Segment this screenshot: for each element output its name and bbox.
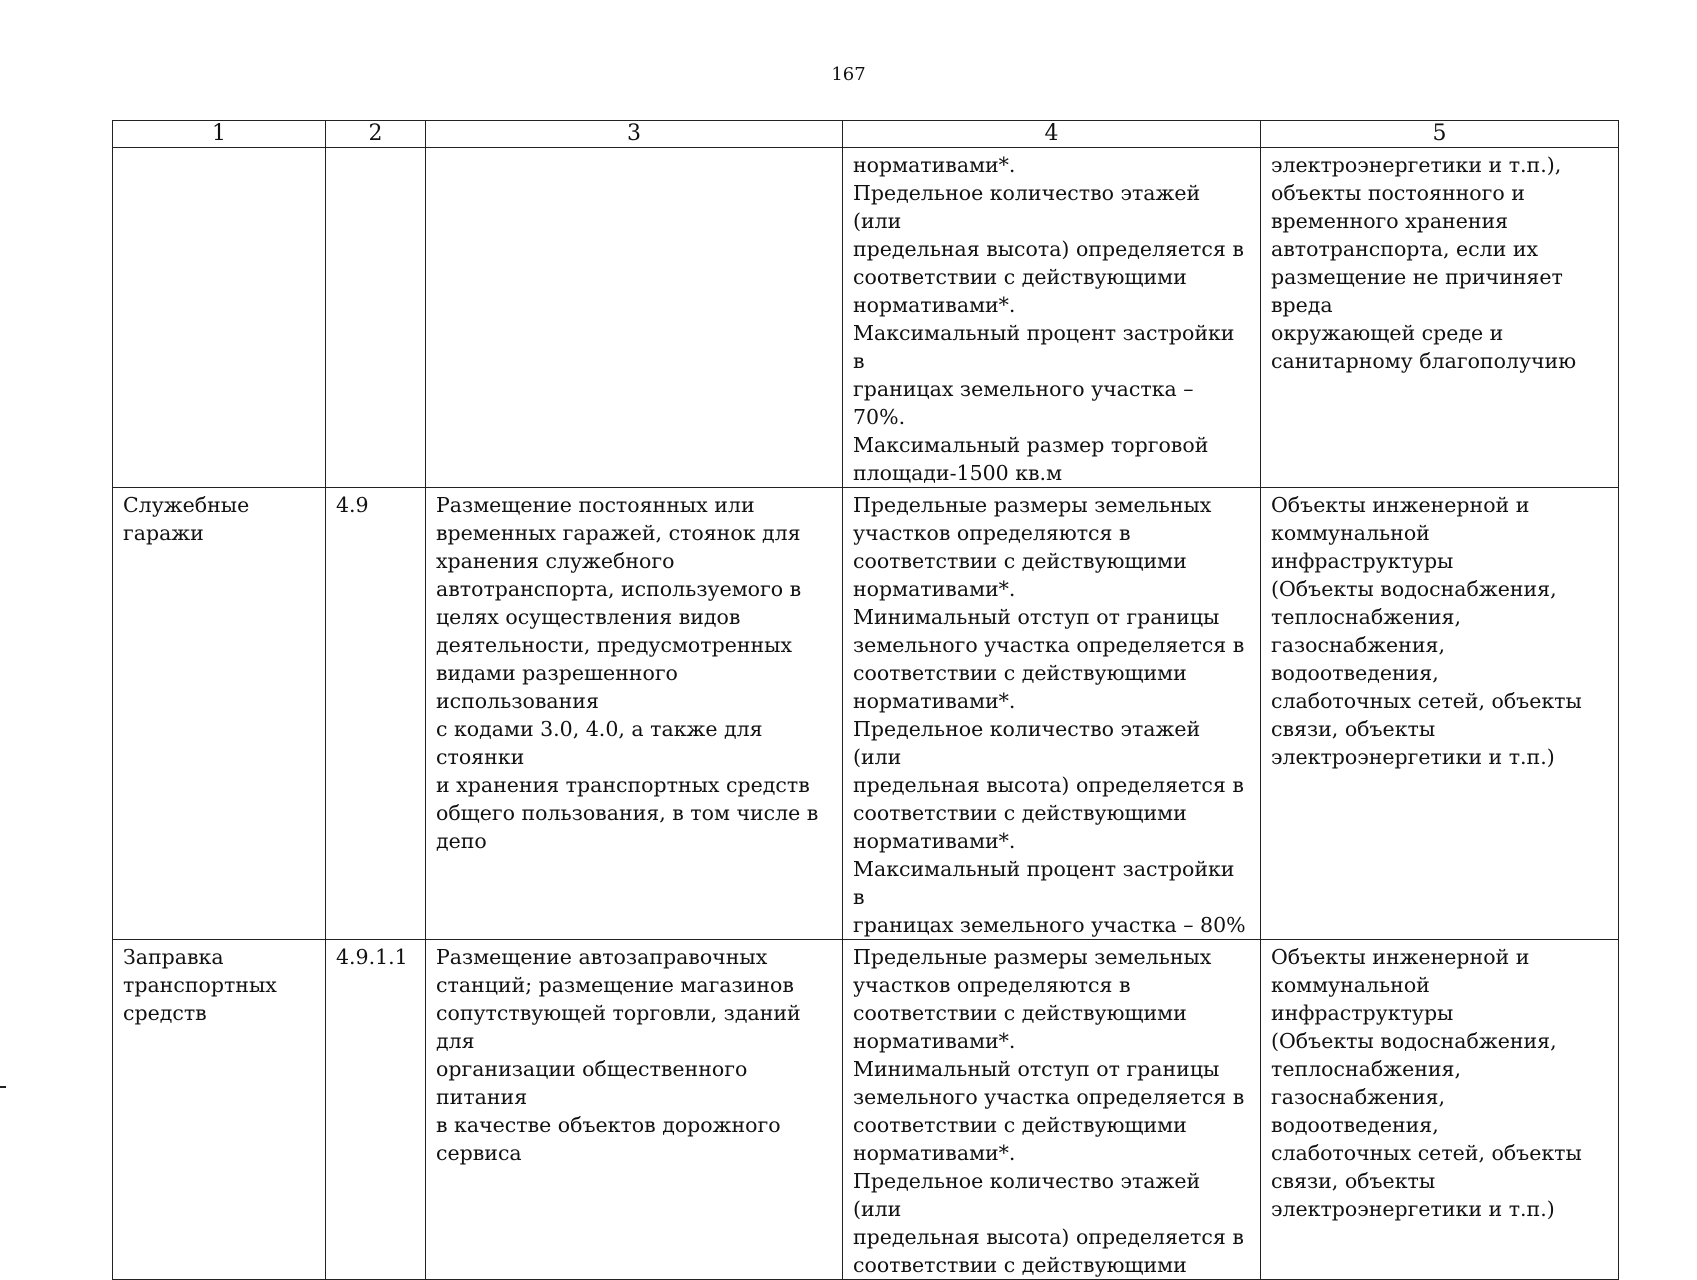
parameters-cell: нормативами*. Предельное количество этажей (или предельная высота) определяется в соответствии с действующими нормативами*. Максимальный процент застройки в границах земельного участка – 70%. Максимальный размер торговой площади-1500 кв.м bbox=[843, 148, 1261, 488]
description-cell: Размещение постоянных или временных гаражей, стоянок для хранения служебного автотранспорта, используемого в целях осуществления видов деятельности, предусмотренных видами разрешенного использования с кодами 3.0, 4.0, а также для стоянки и хранения транспортных средств общего пользования, в том числе в депо bbox=[426, 488, 843, 940]
parameters-cell: Предельные размеры земельных участков определяются в соответствии с действующими нормативами*. Минимальный отступ от границы земельного участка определяется в соответствии с действующими нормативами*. Предельное количество этажей (или предельная высота) определяется в соответствии с действующими нормативами*. Максимальный процент застройки в границах земельного участка – 80% bbox=[843, 488, 1261, 940]
table-row bbox=[113, 148, 1619, 488]
land-use-table bbox=[112, 120, 1619, 1280]
header-col-4: 4 bbox=[843, 121, 1261, 148]
description-cell: Размещение автозаправочных станций; размещение магазинов сопутствующей торговли, зданий для организации общественного питания в качестве объектов дорожного сервиса bbox=[426, 940, 843, 1280]
auxiliary-uses-cell: Объекты инженерной и коммунальной инфраструктуры (Объекты водоснабжения, теплоснабжения, газоснабжения, водоотведения, слаботочных сетей, объекты связи, объекты электроэнергетики и т.п.) bbox=[1261, 940, 1619, 1280]
header-col-5: 5 bbox=[1261, 121, 1619, 148]
use-name-cell: Служебные гаражи bbox=[113, 488, 326, 940]
auxiliary-uses-cell: Объекты инженерной и коммунальной инфраструктуры (Объекты водоснабжения, теплоснабжения, газоснабжения, водоотведения, слаботочных сетей, объекты связи, объекты электроэнергетики и т.п.) bbox=[1261, 488, 1619, 940]
header-col-1: 1 bbox=[113, 121, 326, 148]
use-name-cell bbox=[113, 148, 326, 488]
table-row bbox=[113, 488, 1619, 940]
table-row bbox=[113, 940, 1619, 1280]
description-cell bbox=[426, 148, 843, 488]
use-code-cell: 4.9.1.1 bbox=[326, 940, 426, 1280]
use-name-cell: Заправка транспортных средств bbox=[113, 940, 326, 1280]
header-col-3: 3 bbox=[426, 121, 843, 148]
header-col-2: 2 bbox=[326, 121, 426, 148]
page-number: 167 bbox=[831, 64, 866, 85]
margin-mark bbox=[0, 1086, 6, 1088]
header-row bbox=[113, 121, 1619, 148]
use-code-cell bbox=[326, 148, 426, 488]
parameters-cell: Предельные размеры земельных участков определяются в соответствии с действующими нормативами*. Минимальный отступ от границы земельного участка определяется в соответствии с действующими нормативами*. Предельное количество этажей (или предельная высота) определяется в соответствии с действующими bbox=[843, 940, 1261, 1280]
auxiliary-uses-cell: электроэнергетики и т.п.), объекты постоянного и временного хранения автотранспорта, если их размещение не причиняет вреда окружающей среде и санитарному благополучию bbox=[1261, 148, 1619, 488]
use-code-cell: 4.9 bbox=[326, 488, 426, 940]
